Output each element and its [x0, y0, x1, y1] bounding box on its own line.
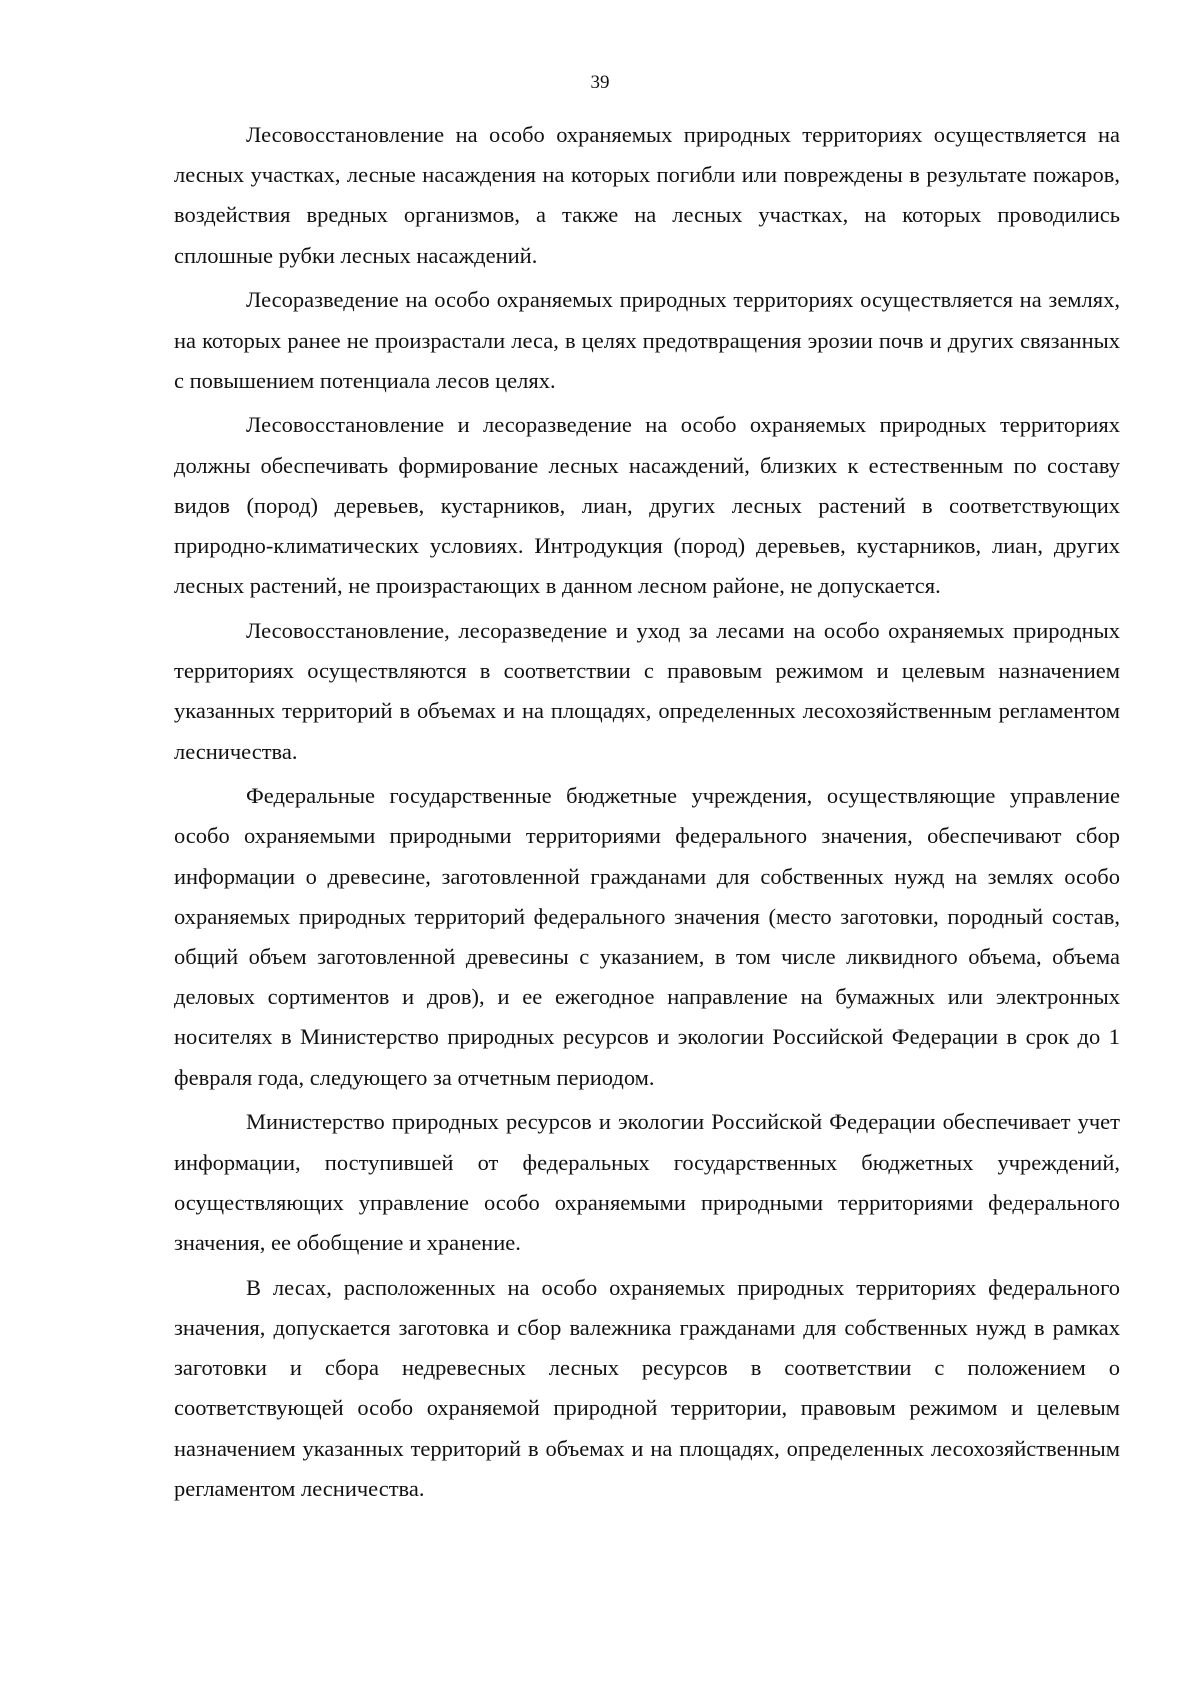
paragraph-afforestation: Лесоразведение на особо охраняемых природных территориях осуществляется на землях, на которых ранее не произрастали леса, в целях предотвращения эрозии почв и других связанных с повышением потенциала лесов целях. — [174, 287, 1120, 393]
paragraph-wood-information: Федеральные государственные бюджетные учреждения, осуществляющие управление особо охраняемыми природными территориями федерального значения, обеспечивают сбор информации о древесине, заготовленной гражданами для собственных нужд на землях особо охраняемых природных территорий федерального значения (место заготовки, породный состав, общий объем заготовленной древесины с указанием, в том числе ликвидного объема, объема деловых сортиментов и дров), и ее ежегодное направление на бумажных или электронных носителях в Министерство природных ресурсов и экологии Российской Федерации в срок до 1 февраля года, следующего за отчетным периодом. — [174, 783, 1120, 1090]
paragraph-deadwood-collection: В лесах, расположенных на особо охраняемых природных территориях федерального значения, допускается заготовка и сбор валежника гражданами для собственных нужд в рамках заготовки и сбора недревесных лесных ресурсов в соответствии с положением о соответствующей особо охраняемой природной территории, правовым режимом и целевым назначением указанных территорий в объемах и на площадях, определенных лесохозяйственным регламентом лесничества. — [174, 1274, 1120, 1501]
paragraph-forest-care: Лесовосстановление, лесоразведение и уход за лесами на особо охраняемых природных территориях осуществляются в соответствии с правовым режимом и целевым назначением указанных территорий в объемах и на площадях, определенных лесохозяйственным регламентом лесничества. — [174, 617, 1120, 764]
page-number: 39 — [590, 72, 610, 93]
paragraph-ministry-records: Министерство природных ресурсов и экологии Российской Федерации обеспечивает учет информации, поступившей от федеральных государственных бюджетных учреждений, осуществляющих управление особо охраняемыми природными территориями федерального значения, ее обобщение и хранение. — [174, 1109, 1120, 1255]
paragraph-species-composition: Лесовосстановление и лесоразведение на особо охраняемых природных территориях должны обеспечивать формирование лесных насаждений, близких к естественным по составу видов (пород) деревьев, кустарников, лиан, других лесных растений в соответствующих природно-климатических условиях. Интродукция (пород) деревьев, кустарников, лиан, других лесных растений, не произрастающих в данном лесном районе, не допускается. — [174, 412, 1120, 599]
body-text — [174, 115, 1120, 1513]
paragraph-reforestation: Лесовосстановление на особо охраняемых природных территориях осуществляется на лесных участках, лесные насаждения на которых погибли или повреждены в результате пожаров, воздействия вредных организмов, а также на лесных участках, на которых проводились сплошные рубки лесных насаждений. — [174, 122, 1120, 268]
